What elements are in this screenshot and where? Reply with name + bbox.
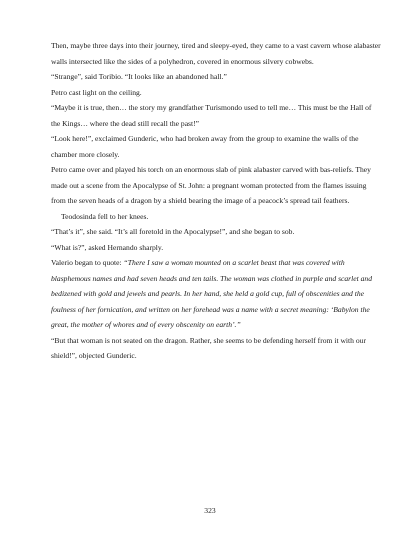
closing-paragraph: “But that woman is not seated on the dragon. Rather, she seems to be defending herself from it with our shield!”, objected Gunderic.	[51, 335, 366, 360]
paragraph: Then, maybe three days into their journey, tired and sleepy-eyed, they came to a vast cavern whose alabaster walls intersected like the sides of a polyhedron, covered in enormous silvery cobwebs.	[51, 41, 381, 66]
page-body	[51, 38, 381, 364]
quote-intro: Valerio began to quote:	[51, 258, 124, 267]
page-number: 323	[204, 506, 216, 515]
paragraph: Teodosinda fell to her knees.	[61, 211, 149, 221]
paragraph: “Strange”, said Toribio. “It looks like an abandoned hall.”	[51, 72, 227, 81]
paragraph: “What is?”, asked Hernando sharply.	[51, 242, 164, 252]
quote-paragraph	[51, 255, 381, 333]
paragraph: Petro cast light on the ceiling.	[51, 87, 142, 97]
quote-text: “There I saw a woman mounted on a scarlet beast that was covered with blasphemous names and had seven heads and ten tails. The woman was clothed in purple and scarlet and bedizened with gold and jewels and pearls. In her hand, she held a gold cup, full of obscenities and the foulness of her fornication, and written on her forehead was a name with a secret meaning: ‘Babylon the great, the mother of whores and of every obscenity on earth’.”	[51, 258, 373, 329]
paragraph: “Maybe it is true, then… the story my grandfather Turismondo used to tell me… This must be the Hall of the Kings… where the dead still recall the past!”	[51, 103, 372, 128]
paragraph: Petro came over and played his torch on an enormous slab of pink alabaster carved with bas-reliefs. They made out a scene from the Apocalypse of St. John: a pregnant woman protected from the flames issuing from the seven heads of a dragon by a shield bearing the image of a peacock’s spread tail feathers.	[51, 165, 371, 205]
paragraph: “That’s it”, she said. “It’s all foretold in the Apocalypse!”, and she began to sob.	[51, 227, 295, 236]
paragraph: “Look here!”, exclaimed Gunderic, who had broken away from the group to examine the walls of the chamber more closely.	[51, 134, 359, 159]
